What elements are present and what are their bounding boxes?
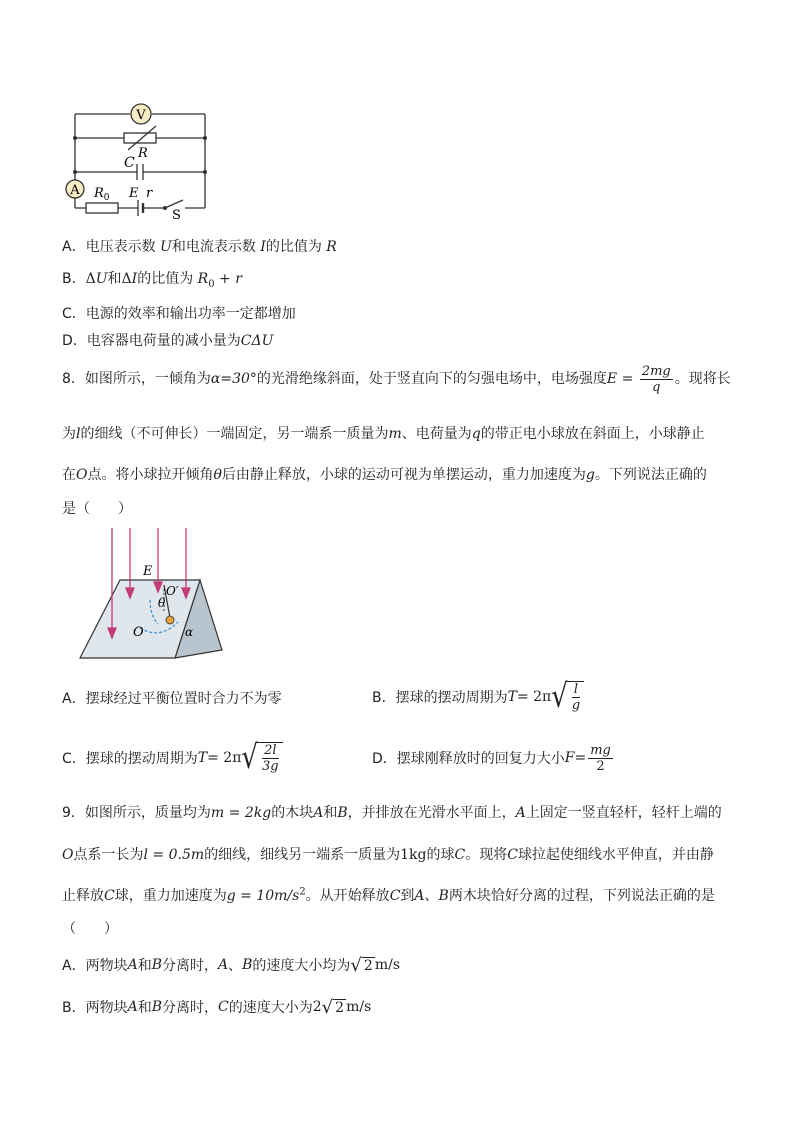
sqrt-expression: √ $\frac{2l}{3g}$ [241, 742, 282, 774]
q9-line-1 [62, 802, 722, 822]
block-a: A [127, 957, 138, 973]
q9-option-b [62, 994, 371, 1020]
stem-text: 、电荷量为 [401, 426, 472, 442]
voltmeter-label: V [136, 108, 146, 123]
angle-value: α=30° [210, 371, 257, 387]
stem-text: 球拉起使细线水平伸直，并由静 [517, 847, 714, 863]
block-b: B [337, 805, 348, 821]
resistor-label: R [138, 146, 148, 161]
option-letter: B． [372, 690, 396, 706]
fraction-denominator: 3g [262, 759, 279, 774]
sqrt-expression: √ 2 [321, 996, 345, 1018]
block-a: A [515, 805, 526, 821]
stem-text: 点系一长为 [73, 847, 144, 863]
option-text: 的比值为 [265, 239, 327, 255]
q8-option-b [372, 676, 584, 718]
option-text: 摆球经过平衡位置时合力不为零 [85, 691, 282, 707]
var-r0: R [197, 271, 209, 287]
stem-text: 为 [62, 426, 76, 442]
option-letter: A． [62, 239, 86, 255]
subscript: 0 [208, 278, 215, 290]
var-q: q [471, 426, 481, 442]
stem-text: 是（ ） [62, 501, 132, 517]
stem-text: 。现将 [465, 847, 508, 863]
plus-sign: + [214, 271, 236, 287]
option-letter: B． [62, 1000, 86, 1016]
sqrt-expression: √ $\frac{l}{g}$ [551, 681, 584, 713]
ball-c: C [454, 847, 466, 863]
fraction-numerator: mg [590, 742, 611, 758]
q8-line-1 [62, 362, 731, 396]
var-r: R [326, 239, 337, 255]
angle-theta-label: θ [158, 596, 166, 610]
stem-text: ，并排放在光滑水平面上， [347, 805, 516, 821]
option-letter: A． [62, 958, 86, 974]
stem-text: 止释放 [62, 888, 104, 904]
block-a: A [127, 999, 138, 1015]
option-text: 摆球刚释放时的回复力大小 [396, 751, 565, 767]
option-text: 的比值为 [137, 271, 198, 287]
stem-text: 后由静止释放，小球的运动可视为单摆运动，重力加速度为 [221, 467, 586, 483]
var-t: T [507, 689, 517, 705]
coefficient: 2 [312, 999, 322, 1015]
option-text: 分离时， [162, 1000, 219, 1016]
block-b: B [438, 888, 449, 904]
internal-resistance-label: r [146, 186, 153, 201]
block-b: B [242, 957, 253, 973]
stem-text: 和 [323, 805, 338, 821]
q8-option-c [62, 737, 283, 779]
delta-symbol: Δ [85, 271, 96, 287]
gravity-value: g = 10m/s [226, 888, 300, 904]
option-letter: D． [372, 751, 397, 767]
var-f: F [564, 750, 575, 766]
incline-diagram [75, 526, 225, 662]
equals-2pi: = 2π [207, 750, 242, 766]
option-text: 两物块 [85, 1000, 128, 1016]
stem-text: 。下列说法正确的 [594, 467, 707, 483]
stem-text: 的带正电小球放在斜面上，小球静止 [480, 426, 705, 442]
stem-text: 两木块恰好分离的过程，下列说法正确的是 [448, 888, 715, 904]
switch-label: S [172, 208, 181, 220]
q9-option-a [62, 952, 400, 978]
option-text: 电容器电荷量的减小量为 [86, 333, 241, 349]
stem-text: 的球 [426, 847, 455, 863]
stem-text: 上固定一竖直轻杆，轻杆上端的 [525, 805, 722, 821]
fraction-denominator: g [571, 698, 581, 713]
q8-option-a [62, 688, 282, 708]
fraction-denominator: q [652, 379, 661, 395]
q7-option-c [62, 303, 296, 323]
equals-sign: = [574, 750, 587, 766]
var-u: U [160, 239, 172, 255]
length-value: l = 0.5m [143, 847, 205, 863]
stem-text: 的光滑绝缘斜面，处于竖直向下的匀强电场中，电场强度 [256, 371, 607, 387]
equals-2pi: = 2π [516, 689, 552, 705]
equilibrium-point-label: O [133, 625, 144, 640]
option-text: 的速度大小均为 [252, 958, 351, 974]
point-o: O [76, 467, 88, 483]
block-a: A [218, 957, 229, 973]
sqrt-expression: √ 2 [350, 954, 373, 976]
var-m: m [388, 426, 402, 442]
fraction-denominator: 2 [596, 758, 605, 774]
point-o: O [62, 847, 74, 863]
option-text: 和电流表示数 [171, 239, 261, 255]
ball-c: C [104, 888, 115, 904]
option-text: 和 [107, 271, 122, 287]
field-label: E [143, 564, 153, 579]
option-text: 电源的效率和输出功率一定都增加 [85, 306, 296, 322]
block-a: A [414, 888, 425, 904]
q9-line-3 [62, 885, 715, 905]
incline-angle-label: α [185, 625, 194, 639]
stem-text: 球，重力加速度为 [114, 888, 227, 904]
q8-line-2 [62, 423, 705, 443]
option-text: 摆球的摆动周期为 [85, 751, 198, 767]
var-theta: θ [213, 467, 222, 483]
var-e: E [606, 371, 618, 387]
stem-text: 8．如图所示，一倾角为 [62, 371, 211, 387]
var-l: l [76, 426, 81, 442]
var-i: I [260, 239, 266, 255]
option-text: 和 [137, 958, 152, 974]
q8-line-4 [62, 498, 132, 518]
ball-mass: 1kg [400, 847, 427, 863]
stem-text: 的细线（不可伸长）一端固定，另一端系一质量为 [80, 426, 389, 442]
option-letter: A． [62, 691, 86, 707]
option-letter: D． [62, 333, 87, 349]
fraction-numerator: 2mg [641, 363, 671, 379]
unit: m/s [374, 957, 401, 973]
expression: CΔU [240, 333, 274, 349]
q8-option-d [372, 740, 615, 776]
var-g: g [585, 467, 595, 483]
q9-line-2 [62, 844, 714, 864]
q7-option-b [62, 268, 242, 290]
var-t: T [197, 750, 208, 766]
option-text: 电压表示数 [85, 239, 161, 255]
var-r: r [235, 271, 242, 287]
stem-text: 的细线，细线另一端系一质量为 [204, 847, 401, 863]
stem-text: 。从开始释放 [305, 888, 390, 904]
field-fraction [640, 364, 673, 395]
stem-text: 在 [62, 467, 76, 483]
option-text: 摆球的摆动周期为 [395, 690, 508, 706]
option-letter: B． [62, 271, 86, 287]
r0-label: $R_0$ [94, 186, 110, 203]
delta-symbol: Δ [121, 271, 132, 287]
ball-c: C [218, 999, 229, 1015]
sqrt-value: 2 [335, 999, 345, 1016]
superscript: 2 [299, 886, 306, 898]
stem-text: 点。将小球拉开倾角 [87, 467, 214, 483]
ball-c: C [389, 888, 401, 904]
option-text: 分离时， [162, 958, 218, 974]
option-text: 和 [137, 1000, 152, 1016]
var-u: U [95, 271, 108, 287]
stem-text: 。现将长 [674, 371, 731, 387]
q7-option-a [62, 236, 337, 256]
circuit-diagram [60, 98, 220, 220]
q9-line-4 [62, 918, 118, 938]
unit: m/s [346, 999, 372, 1015]
fraction-numerator: 2l [264, 743, 277, 758]
block-b: B [151, 999, 163, 1015]
stem-text: 到 [400, 888, 415, 904]
option-text: 、 [228, 958, 243, 974]
q8-line-3 [62, 464, 707, 484]
equals-sign: = [617, 371, 638, 387]
pivot-label: O′ [166, 584, 179, 598]
block-a: A [313, 805, 324, 821]
option-text: 两物块 [85, 958, 128, 974]
stem-text: 9．如图所示，质量均为 [62, 805, 211, 821]
q7-option-d [62, 330, 273, 350]
option-text: 的速度大小为 [228, 1000, 313, 1016]
stem-text: 、 [424, 888, 439, 904]
fraction-numerator: l [573, 682, 579, 697]
block-b: B [151, 957, 162, 973]
option-letter: C． [62, 751, 86, 767]
stem-text: （ ） [62, 921, 118, 937]
capacitor-label: C [124, 155, 135, 171]
option-letter: C． [62, 306, 86, 322]
sqrt-value: 2 [363, 957, 373, 974]
ball-c: C [507, 847, 518, 863]
var-i: I [131, 271, 138, 287]
mass-value: m = 2kg [210, 805, 272, 821]
emf-label: E [129, 186, 139, 201]
ammeter-label: A [70, 183, 80, 198]
stem-text: 的木块 [271, 805, 314, 821]
